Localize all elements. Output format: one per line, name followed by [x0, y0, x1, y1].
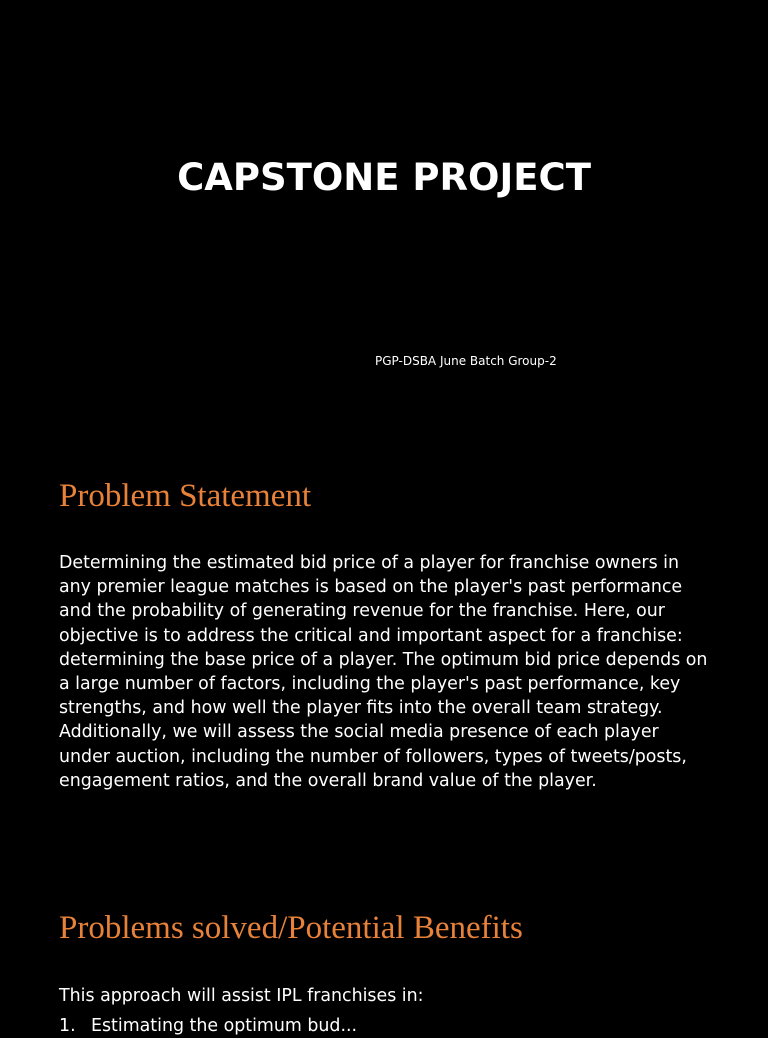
section-body-problem-statement: Determining the estimated bid price of a player for franchise owners in any premier league matches is based on the player's past performance and the probability of generating revenue for the franchise. Here, our objective is to address the critical and important aspect for a franchise: determining the base price of a player. The optimum bid price depends on a large number of factors, including the player's past performance, key strengths, and how well the player fits into the overall team strategy. Additionally, we will assess the social media presence of each player under auction, including the number of followers, types of tweets/posts, engagement ratios, and the overall brand value of the player.: [59, 553, 708, 791]
benefits-list: [59, 1014, 357, 1038]
section-body-benefits: This approach will assist IPL franchises in:: [59, 986, 424, 1006]
page-title: CAPSTONE PROJECT: [177, 156, 591, 199]
list-item-text: Estimating the optimum bud...: [91, 1016, 358, 1036]
list-item: [59, 1014, 357, 1038]
section-heading-benefits: Problems solved/Potential Benefits: [59, 910, 523, 946]
list-item-number: 1.: [59, 1016, 76, 1036]
page-subtitle: PGP-DSBA June Batch Group-2: [375, 354, 557, 368]
section-heading-problem-statement: Problem Statement: [59, 478, 312, 514]
